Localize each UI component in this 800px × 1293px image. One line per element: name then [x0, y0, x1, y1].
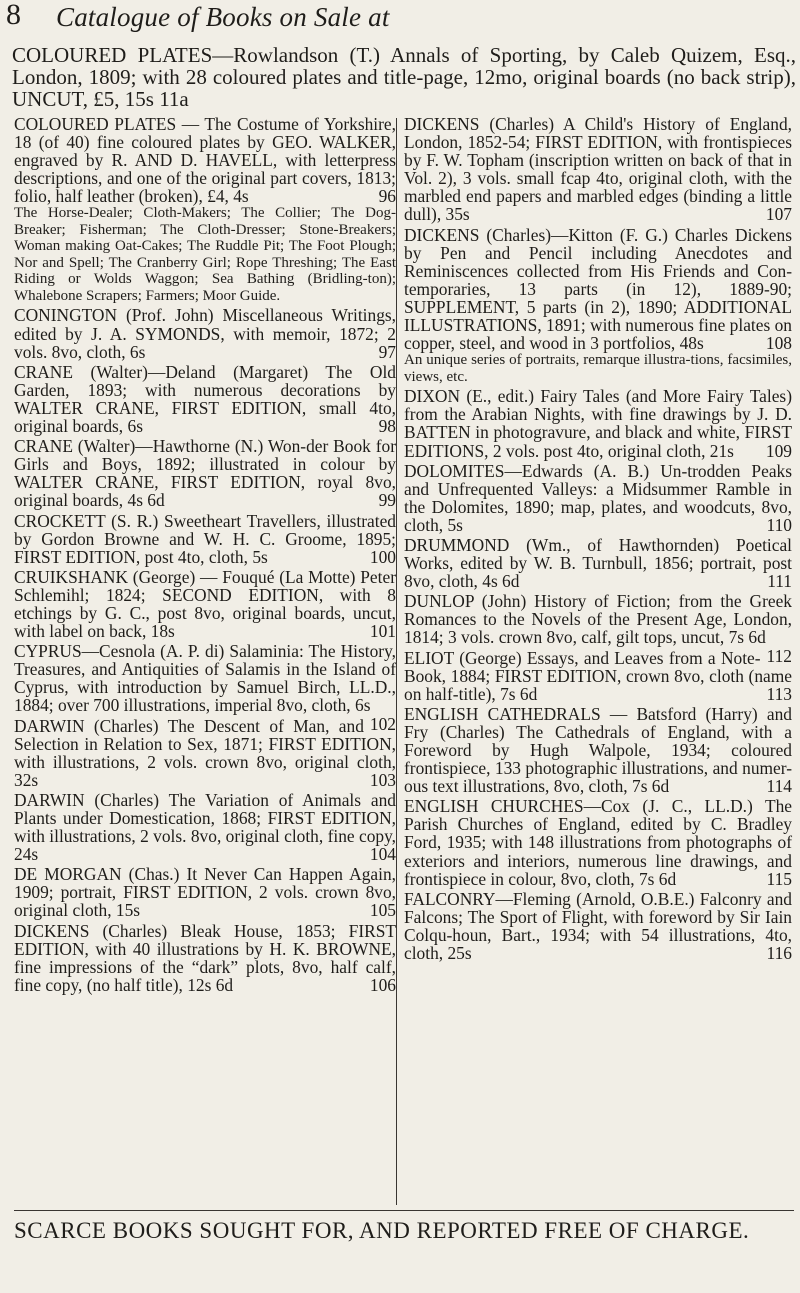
catalogue-entry	[14, 437, 396, 509]
catalogue-entry	[14, 568, 396, 640]
footer-notice: SCARCE BOOKS SOUGHT FOR, AND REPORTED FREE OF CHARGE.	[14, 1218, 750, 1243]
entry-text: ENGLISH CHURCHES—Cox (J. C., LL.D.) The Parish Churches of England, edited by C. Bradley Ford, 1935; with 148 illustrations from photographs of exteriors and interiors, numerous line drawings, and frontispiece in colour, 8vo, cloth, 7s 6d	[404, 796, 792, 889]
catalogue-entry	[404, 226, 792, 386]
entry-number: 111	[767, 571, 792, 592]
entry-text: DICKENS (Charles)—Kitton (F. G.) Charles Dickens by Pen and Pencil including Anecdotes and Reminiscences collected from His Friends and Con-temporaries, 13 parts (in 12), 1889-90; SUPPLEMENT, 5 parts (in 2), 1890; ADDITIONAL ILLUSTRATIONS, 1891; with numerous fine plates on copper, steel, and wood in 3 portfolios, 48s	[404, 224, 792, 354]
catalogue-entry	[404, 645, 792, 704]
entry-text: ENGLISH CATHEDRALS — Batsford (Harry) and Fry (Charles) The Cathedrals of England, with a Foreword by Hugh Walpole, 1934; coloured frontispiece, 133 photographic illustrations, and numer-ous text illustrations, 8vo, cloth, 7s 6d	[404, 703, 792, 797]
entry-text: DARWIN (Charles) The Variation of Animals and Plants under Domestication, 1868; FIRST EDITION, with illustrations, 2 vols. 8vo, original cloth, fine copy, 24s	[14, 789, 396, 865]
catalogue-entry	[14, 713, 396, 790]
entry-number: 110	[766, 514, 792, 535]
entry-text: DOLOMITES—Edwards (A. B.) Un-trodden Peaks and Unfrequented Valleys: a Midsummer Ramble in the Dolomites, 1890; map, plates, and woodcuts, 8vo, cloth, 5s	[404, 460, 792, 535]
catalogue-entry	[404, 797, 792, 887]
entry-text: DARWIN (Charles) The Descent of Man, and Selection in Relation to Sex, 1871; FIRST EDITION, with illustrations, 2 vols. crown 8vo, original cloth, 32s	[14, 715, 396, 790]
footer-rule	[14, 1210, 794, 1211]
entry-number: 99	[378, 490, 396, 511]
catalogue-entry	[14, 641, 396, 734]
right-column	[404, 115, 792, 964]
catalogue-entry	[14, 306, 396, 360]
catalogue-entry	[404, 591, 792, 666]
entry-number: 97	[378, 341, 396, 362]
catalogue-entry	[404, 536, 792, 590]
catalogue-entry	[14, 922, 396, 994]
intro-entry: COLOURED PLATES—Rowlandson (T.) Annals of Sporting, by Caleb Quizem, Esq., London, 1809; with 28 coloured plates and title-page, 12mo, original boards (no back strip), UNCUT, £5, 15s 11a	[12, 43, 796, 111]
catalogue-entry	[14, 512, 396, 566]
catalogue-entry	[404, 890, 792, 962]
catalogue-entry	[404, 387, 792, 459]
entry-text: CRANE (Walter)—Hawthorne (N.) Won-der Book for Girls and Boys, 1892; illustrated in colour by WALTER CRANE, FIRST EDITION, royal 8vo, original boards, 4s 6d	[14, 436, 396, 511]
entry-number: 112	[766, 645, 792, 666]
entry-number: 105	[369, 900, 396, 921]
entry-number: 101	[369, 621, 396, 642]
catalogue-entry	[404, 462, 792, 534]
entry-number: 108	[765, 333, 792, 354]
entry-number: 114	[766, 776, 792, 797]
entry-text: CRANE (Walter)—Deland (Margaret) The Old Garden, 1893; with numerous decorations by WALTER CRANE, FIRST EDITION, small 4to, original boards, 6s	[14, 361, 396, 437]
entry-number: 106	[369, 974, 396, 995]
catalogue-entry	[14, 791, 396, 863]
entry-note: An unique series of portraits, remarque illustra-tions, facsimiles, views, etc.	[404, 352, 792, 385]
entry-text: COLOURED PLATES — The Costume of Yorkshire, 18 (of 40) fine coloured plates by GEO. WALKER, engraved by R. AND D. HAVELL, with letterpress descriptions, and one of the original part covers, 1813; folio, half leather (broken), £4, 4s	[14, 114, 396, 207]
entry-number: 107	[765, 204, 792, 225]
entry-text: DUNLOP (John) History of Fiction; from the Greek Romances to the Novels of the Present Age, London, 1814; 3 vols. crown 8vo, calf, gilt tops, uncut, 7s 6d	[404, 591, 792, 648]
entry-text: DIXON (E., edit.) Fairy Tales (and More Fairy Tales) from the Arabian Nights, with fine drawings by J. D. BATTEN in photogravure, and black and white, FIRST EDITIONS, 2 vols. post 4to, original cloth, 21s	[404, 386, 792, 461]
entry-text: DRUMMOND (Wm., of Hawthornden) Poetical Works, edited by W. B. Turnbull, 1856; portrait, post 8vo, cloth, 4s 6d	[404, 534, 792, 592]
entry-number: 96	[378, 186, 396, 207]
entry-number: 113	[766, 683, 792, 704]
entry-text: DICKENS (Charles) Bleak House, 1853; FIRST EDITION, with 40 illustrations by H. K. BROWNE, fine impressions of the “dark” plots, 8vo, half calf, fine copy, (no half title), 12s 6d	[14, 920, 396, 995]
entry-number: 109	[765, 440, 792, 461]
catalogue-entry	[404, 115, 792, 224]
entry-number: 104	[369, 844, 396, 865]
entry-number: 115	[766, 868, 792, 889]
catalogue-entry	[14, 115, 396, 304]
entry-text: CRUIKSHANK (George) — Fouqué (La Motte) Peter Schlemihl; 1824; SECOND EDITION, with 8 etchings by G. C., post 8vo, original boards, uncut, with label on back, 18s	[14, 566, 396, 642]
column-divider	[396, 118, 397, 1205]
entry-text: CONINGTON (Prof. John) Miscellaneous Writings, edited by J. A. SYMONDS, with memoir, 1872; 2 vols. 8vo, cloth, 6s	[14, 305, 396, 362]
left-column	[14, 115, 396, 996]
entry-note: The Horse-Dealer; Cloth-Makers; The Collier; The Dog-Breaker; Fisherman; The Cloth-Dresser; Stone-Breakers; Woman making Oat-Cakes; The Ruddle Pit; The Foot Plough; Nor and Spell; The Cranberry Girl; Rope Threshing; The East Riding or Wolds Waggon; Sea Bathing (Bridling-ton); Whalebone Scrapers; Farmers; Moor Guide.	[14, 205, 396, 304]
entry-text: CROCKETT (S. R.) Sweetheart Travellers, illustrated by Gordon Browne and W. H. C. Groome, 1895; FIRST EDITION, post 4to, cloth, 5s	[14, 510, 396, 567]
catalogue-entry	[404, 705, 792, 795]
entry-number: 98	[378, 416, 396, 437]
entry-number: 102	[369, 713, 396, 734]
entry-number: 100	[369, 546, 396, 567]
entry-text: FALCONRY—Fleming (Arnold, O.B.E.) Falconry and Falcons; The Sport of Flight, with foreword by Sir Iain Colqu-houn, Bart., 1934; with 54 illustrations, 4to, cloth, 25s	[404, 888, 792, 964]
page-number: 8	[6, 0, 22, 31]
entry-number: 103	[369, 769, 396, 790]
entry-text: DICKENS (Charles) A Child's History of England, London, 1852-54; FIRST EDITION, with frontispieces by F. W. Topham (inscription written on back of that in Vol. 2), 3 vols. small fcap 4to, original cloth, with the marbled end papers and marbled edges (binding a little dull), 35s	[404, 114, 792, 225]
catalogue-entry	[14, 363, 396, 435]
entry-text: CYPRUS—Cesnola (A. P. di) Salaminia: The History, Treasures, and Antiquities of Salamis in the Island of Cyprus, with introduction by Samuel Birch, LL.D., 1884; over 700 illustrations, imperial 8vo, cloth, 6s	[14, 641, 396, 716]
entry-text: ELIOT (George) Essays, and Leaves from a Note-Book, 1884; FIRST EDITION, crown 8vo, cloth (name on half-title), 7s 6d	[404, 647, 792, 704]
entry-number: 116	[766, 943, 792, 964]
entry-text: DE MORGAN (Chas.) It Never Can Happen Again, 1909; portrait, FIRST EDITION, 2 vols. crown 8vo, original cloth, 15s	[14, 864, 396, 921]
catalogue-entry	[14, 865, 396, 919]
page-title: Catalogue of Books on Sale at	[56, 2, 390, 32]
page-header	[0, 0, 800, 40]
